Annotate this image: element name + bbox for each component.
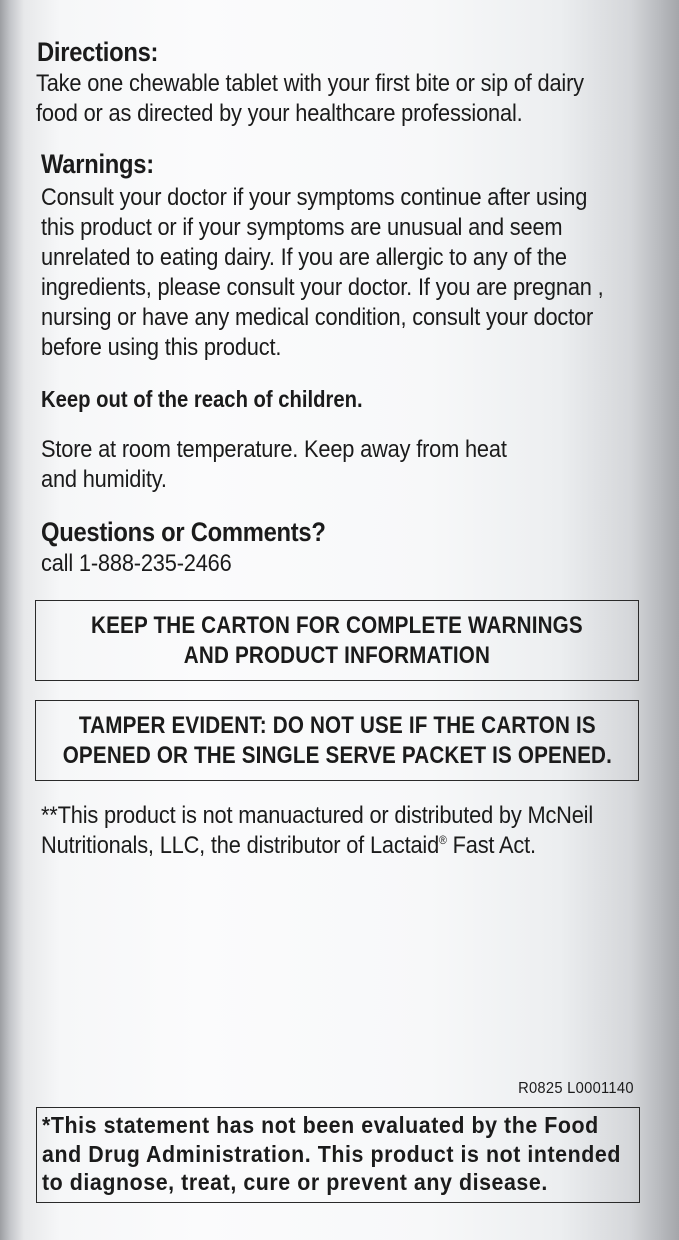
distributor-disclaimer (41, 801, 593, 861)
carton-notice-line: AND PRODUCT INFORMATION (183, 641, 491, 669)
tamper-notice-line: TAMPER EVIDENT: DO NOT USE IF THE CARTON IS (78, 711, 596, 739)
tamper-notice-box (35, 700, 639, 781)
storage-line: and humidity. (41, 466, 167, 493)
warnings-line: this product or if your symptoms are unusual and seem (41, 214, 563, 241)
fda-statement-box (36, 1107, 640, 1203)
disclaimer-line (41, 831, 593, 861)
directions-heading: Directions: (37, 37, 159, 67)
carton-notice-text (91, 611, 583, 671)
carton-notice-line: KEEP THE CARTON FOR COMPLETE WARNINGS (91, 611, 583, 639)
carton-notice-box (35, 600, 639, 681)
storage-line: Store at room temperature. Keep away from heat (41, 436, 507, 463)
registered-mark: ® (439, 833, 447, 847)
warnings-line: ingredients, please consult your doctor. If you are pregnan , (41, 274, 604, 301)
lot-code: R0825 L0001140 (518, 1080, 634, 1097)
storage-text (41, 435, 507, 495)
disclaimer-text: Fast Act. (446, 832, 536, 859)
directions-line: food or as directed by your healthcare professional. (36, 100, 523, 127)
warnings-text (41, 183, 603, 363)
fda-statement-line: to diagnose, treat, cure or prevent any disease. (42, 1169, 548, 1195)
directions-text (36, 69, 584, 129)
phone-number: call 1-888-235-2466 (41, 550, 232, 577)
warnings-heading: Warnings: (41, 149, 154, 179)
tamper-notice-line: OPENED OR THE SINGLE SERVE PACKET IS OPENED. (62, 741, 612, 769)
questions-heading: Questions or Comments? (41, 517, 326, 547)
warnings-line: Consult your doctor if your symptoms continue after using (41, 184, 588, 211)
warnings-line: nursing or have any medical condition, consult your doctor (41, 304, 594, 331)
directions-line: Take one chewable tablet with your first bite or sip of dairy (36, 70, 584, 97)
warnings-line: before using this product. (41, 334, 282, 361)
warnings-line: unrelated to eating dairy. If you are allergic to any of the (41, 244, 567, 271)
fda-statement-line: *This statement has not been evaluated by the Food (42, 1112, 599, 1138)
fda-statement-line: and Drug Administration. This product is not intended (42, 1140, 621, 1167)
disclaimer-text: Nutritionals, LLC, the distributor of Lactaid (41, 832, 440, 859)
children-warning: Keep out of the reach of children. (41, 386, 363, 412)
tamper-notice-text (62, 711, 611, 771)
disclaimer-line: **This product is not manuactured or distributed by McNeil (41, 802, 594, 829)
fda-statement-text (42, 1111, 621, 1197)
questions-phone (41, 549, 232, 579)
